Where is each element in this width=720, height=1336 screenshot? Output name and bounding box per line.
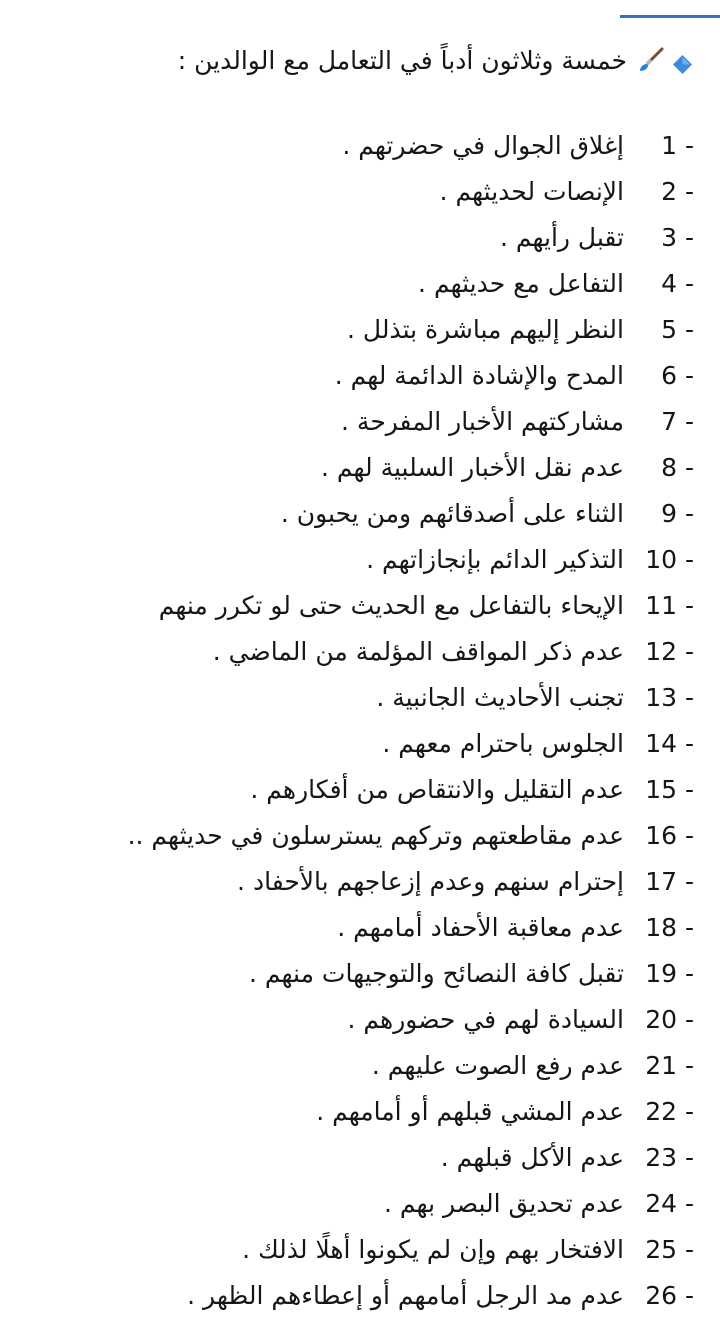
item-text: عدم معاقبة الأحفاد أمامهم .: [337, 913, 624, 942]
item-text: عدم نقل الأخبار السلبية لهم .: [320, 453, 624, 482]
item-text: إحترام سنهم وعدم إزعاجهم بالأحفاد .: [237, 867, 624, 896]
item-text: عدم تحديق البصر بهم .: [384, 1189, 624, 1218]
etiquette-list: [0, 123, 720, 1319]
list-item: [0, 583, 720, 629]
item-number: 5 -: [661, 315, 694, 344]
list-item: [0, 445, 720, 491]
list-item: [0, 1043, 720, 1089]
list-item: [0, 629, 720, 675]
list-item: [0, 1135, 720, 1181]
list-item: [0, 537, 720, 583]
list-item: [0, 1273, 720, 1319]
list-item: [0, 859, 720, 905]
list-item: [0, 951, 720, 997]
item-text: السيادة لهم في حضورهم .: [347, 1005, 624, 1034]
list-item: [0, 215, 720, 261]
list-item: [0, 1089, 720, 1135]
list-item: [0, 491, 720, 537]
item-number: 11 -: [645, 591, 694, 620]
item-number: 12 -: [645, 637, 694, 666]
item-number: 4 -: [661, 269, 694, 298]
item-number: 19 -: [645, 959, 694, 988]
paintbrush-icon: [637, 46, 665, 74]
item-text: عدم مقاطعتهم وتركهم يسترسلون في حديثهم ..: [127, 821, 624, 850]
blue-diamond-icon: [673, 51, 692, 70]
item-number: 23 -: [645, 1143, 694, 1172]
page-heading: [32, 40, 692, 80]
item-text: الجلوس باحترام معهم .: [382, 729, 624, 758]
list-item: [0, 675, 720, 721]
item-text: عدم ذكر المواقف المؤلمة من الماضي .: [212, 637, 624, 666]
item-number: 22 -: [645, 1097, 694, 1126]
list-item: [0, 169, 720, 215]
item-text: عدم مد الرجل أمامهم أو إعطاءهم الظهر .: [187, 1281, 624, 1310]
list-item: [0, 767, 720, 813]
list-item: [0, 813, 720, 859]
item-number: 17 -: [645, 867, 694, 896]
item-number: 7 -: [661, 407, 694, 436]
item-text: التفاعل مع حديثهم .: [418, 269, 624, 298]
top-divider: [620, 15, 720, 18]
item-number: 6 -: [661, 361, 694, 390]
item-number: 24 -: [645, 1189, 694, 1218]
item-text: الثناء على أصدقائهم ومن يحبون .: [280, 499, 624, 528]
item-text: عدم التقليل والانتقاص من أفكارهم .: [250, 775, 624, 804]
item-text: تقبل رأيهم .: [499, 223, 624, 252]
list-item: [0, 721, 720, 767]
heading-text: خمسة وثلاثون أدباً في التعامل مع الوالدين :: [177, 45, 627, 75]
item-number: 26 -: [645, 1281, 694, 1310]
list-item: [0, 399, 720, 445]
item-number: 8 -: [661, 453, 694, 482]
item-text: التذكير الدائم بإنجازاتهم .: [366, 545, 624, 574]
list-item: [0, 261, 720, 307]
item-number: 21 -: [645, 1051, 694, 1080]
item-number: 15 -: [645, 775, 694, 804]
item-number: 2 -: [661, 177, 694, 206]
item-text: الإنصات لحديثهم .: [439, 177, 624, 206]
item-number: 3 -: [661, 223, 694, 252]
item-number: 18 -: [645, 913, 694, 942]
item-text: تقبل كافة النصائح والتوجيهات منهم .: [249, 959, 624, 988]
item-number: 1 -: [661, 131, 694, 160]
item-number: 14 -: [645, 729, 694, 758]
list-item: [0, 1227, 720, 1273]
list-item: [0, 997, 720, 1043]
item-text: الإيحاء بالتفاعل مع الحديث حتى لو تكرر منهم: [158, 591, 624, 620]
item-text: النظر إليهم مباشرة بتذلل .: [347, 315, 624, 344]
item-number: 9 -: [661, 499, 694, 528]
item-number: 20 -: [645, 1005, 694, 1034]
item-number: 13 -: [645, 683, 694, 712]
list-item: [0, 1181, 720, 1227]
list-item: [0, 353, 720, 399]
list-item: [0, 307, 720, 353]
item-number: 10 -: [645, 545, 694, 574]
item-text: عدم رفع الصوت عليهم .: [371, 1051, 624, 1080]
item-text: تجنب الأحاديث الجانبية .: [376, 683, 624, 712]
item-text: عدم المشي قبلهم أو أمامهم .: [316, 1097, 624, 1126]
item-text: الافتخار بهم وإن لم يكونوا أهلًا لذلك .: [242, 1235, 624, 1264]
item-text: المدح والإشادة الدائمة لهم .: [334, 361, 624, 390]
list-item: [0, 123, 720, 169]
list-item: [0, 905, 720, 951]
item-text: مشاركتهم الأخبار المفرحة .: [341, 407, 624, 436]
item-text: إغلاق الجوال في حضرتهم .: [342, 131, 624, 160]
item-number: 16 -: [645, 821, 694, 850]
item-text: عدم الأكل قبلهم .: [440, 1143, 624, 1172]
item-number: 25 -: [645, 1235, 694, 1264]
